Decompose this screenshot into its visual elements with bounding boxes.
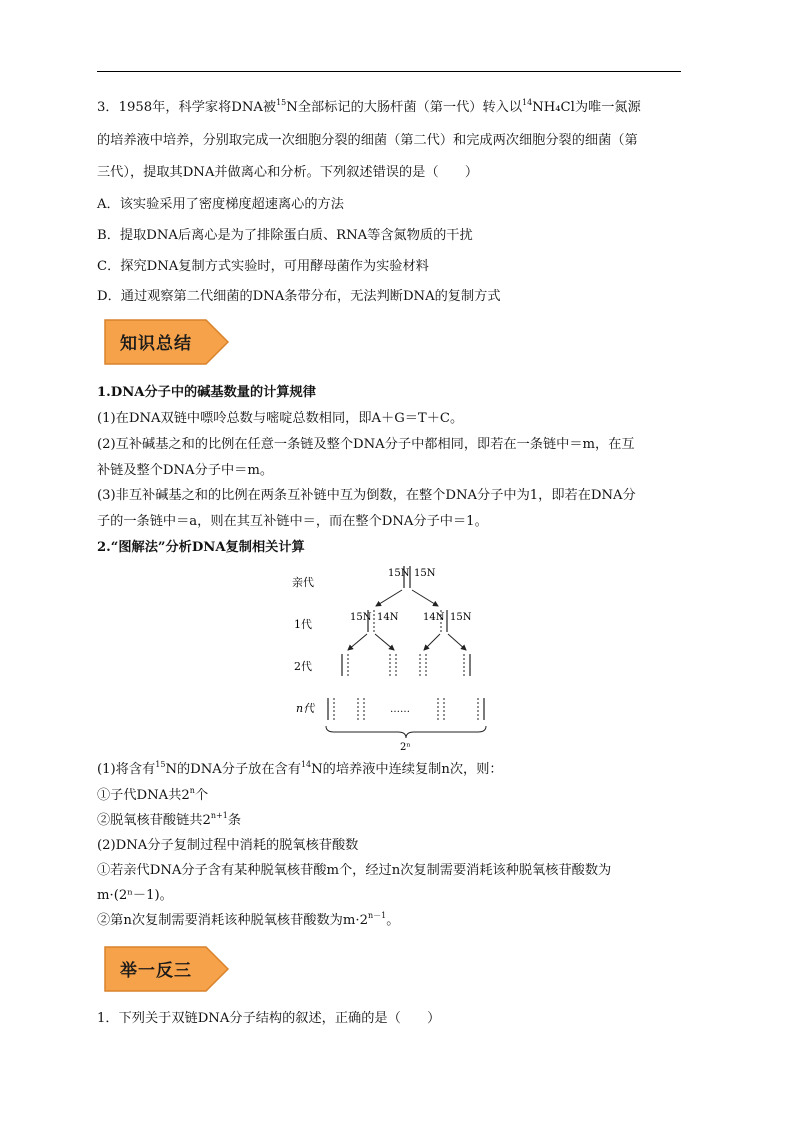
parent-left-label: 15N <box>388 568 410 579</box>
replication-item3b: m·(2ⁿ－1)。 <box>97 888 173 903</box>
option-c: C．探究DNA复制方式实验时，可用酵母菌作为实验材料 <box>97 259 429 274</box>
header-rule <box>97 71 681 72</box>
replication-p1: (1)将含有$^{15}$N的DNA分子放在含有$^{14}$N的培养液中连续复制n次，则： <box>97 760 503 777</box>
option-b: B．提取DNA后离心是为了排除蛋白质、RNA等含氮物质的干扰 <box>97 228 473 243</box>
tag-label: 举一反三 <box>120 961 192 981</box>
arrow-gen1-c <box>424 634 440 650</box>
row-label-parent: 亲代 <box>292 576 314 589</box>
arrow-gen1-d <box>448 634 466 650</box>
knowledge-summary-tag <box>104 319 228 363</box>
replication-item1: ①子代DNA共2$^n$个 <box>97 786 209 803</box>
replication-diagram <box>290 560 500 755</box>
gen1-label-1: 15N <box>350 612 372 623</box>
arrow-parent-left <box>376 590 402 606</box>
option-d: D．通过观察第二代细菌的DNA条带分布，无法判断DNA的复制方式 <box>97 289 501 304</box>
question3-line2: 的培养液中培养，分别取完成一次细胞分裂的细菌（第二代）和完成两次细胞分裂的细菌（第 <box>97 133 638 148</box>
practice-tag <box>104 946 228 990</box>
row-label-gen2: 2代 <box>294 660 312 673</box>
genn-ellipsis: …… <box>390 704 410 715</box>
genn-brace <box>326 726 486 738</box>
tag-label: 知识总结 <box>120 334 192 354</box>
gen1-label-2: 14N <box>377 612 399 623</box>
question3-line3: 三代），提取其DNA并做离心和分析。下列叙述错误的是（ ） <box>97 165 479 180</box>
question3-line1: 3．1958年，科学家将DNA被$^{15}$N全部标记的大肠杆菌（第一代）转入以$^{14}$NH₄Cl为唯一氮源 <box>97 98 641 115</box>
summary-p3a: (3)非互补碱基之和的比例在两条互补链中互为倒数，在整个DNA分子中为1，即若在DNA分 <box>97 488 636 503</box>
replication-item3a: ①若亲代DNA分子含有某种脱氧核苷酸m个，经过n次复制需要消耗该种脱氧核苷酸数为 <box>97 863 612 878</box>
gen1-label-4: 15N <box>450 612 472 623</box>
summary-heading-1: 1.DNA分子中的碱基数量的计算规律 <box>97 385 316 400</box>
replication-item4: ②第n次复制需要消耗该种脱氧核苷酸数为$m\cdot 2^{n-1}$。 <box>97 911 400 928</box>
option-a: A．该实验采用了密度梯度超速离心的方法 <box>97 197 344 212</box>
arrow-parent-right <box>412 590 438 606</box>
summary-p1: (1)在DNA双链中嘌呤总数与嘧啶总数相同，即A＋G＝T＋C。 <box>97 411 464 426</box>
replication-p2: (2)DNA分子复制过程中消耗的脱氧核苷酸数 <box>97 838 359 853</box>
summary-p2a: (2)互补碱基之和的比例在任意一条链及整个DNA分子中都相同，即若在一条链中＝m，在互 <box>97 437 635 452</box>
brace-label: 2ⁿ <box>400 742 411 753</box>
replication-item2: ②脱氧核苷酸链共$2^{n+1}$条 <box>97 811 242 828</box>
summary-p3b: 子的一条链中＝a，则在其互补链中＝，而在整个DNA分子中＝1。 <box>97 514 488 529</box>
parent-right-label: 15N <box>414 568 436 579</box>
summary-heading-2: 2.“图解法”分析DNA复制相关计算 <box>97 540 305 555</box>
question1: 1．下列关于双链DNA分子结构的叙述，正确的是（ ） <box>97 1011 441 1026</box>
arrow-gen1-a <box>348 634 367 650</box>
gen1-label-3: 14N <box>423 612 445 623</box>
replication-diagram-svg <box>290 560 500 755</box>
row-label-genn: n代 <box>296 702 315 715</box>
row-label-gen1: 1代 <box>294 618 312 631</box>
gen2-strands <box>342 654 470 676</box>
arrow-gen1-b <box>375 634 394 650</box>
summary-p2b: 补链及整个DNA分子中＝m。 <box>97 463 274 478</box>
